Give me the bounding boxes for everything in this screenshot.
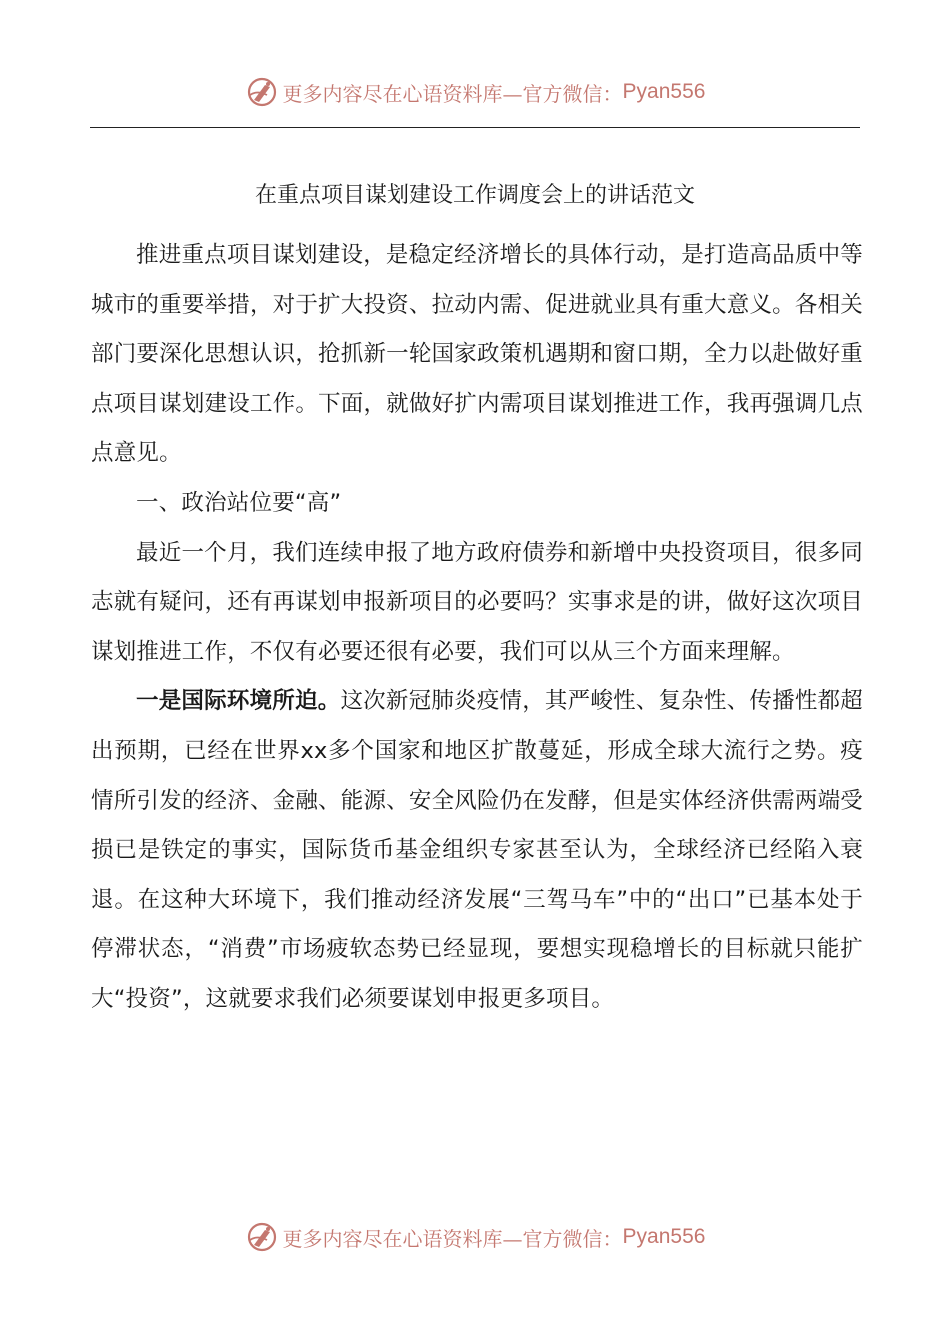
paragraph-lead: 一是国际环境所迫。	[136, 688, 341, 715]
document-body	[91, 231, 863, 1025]
banner-text: 更多内容尽在心语资料库—官方微信：	[282, 81, 623, 106]
banner-wechat-id: Pyan556	[622, 80, 706, 103]
paragraph-international	[91, 677, 863, 1024]
paragraph-text: 这次新冠肺炎疫情，其严峻性、复杂性、传播性都超出预期，已经在世界xx多个国家和地区扩散蔓延，形成全球大流行之势。疫情所引发的经济、金融、能源、安全风险仍在发酵，但是实体经济供需两端受损已是铁定的事实，国际货币基金组织专家甚至认为，全球经济已经陷入衰退。在这种大环境下，我们推动经济发展“三驾马车”中的“出口”已基本处于停滞状态，“消费”市场疲软态势已经显现，要想实现稳增长的目标就只能扩大“投资”，这就要求我们必须要谋划申报更多项目。	[91, 688, 863, 1012]
pen-nib-logo-icon	[245, 75, 279, 109]
paragraph-text: 最近一个月，我们连续申报了地方政府债券和新增中央投资项目，很多同志就有疑问，还有再谋划申报新项目的必要吗？实事求是的讲，做好这次项目谋划推进工作，不仅有必要还很有必要，我们可以从三个方面来理解。	[91, 539, 863, 665]
banner-text: 更多内容尽在心语资料库—官方微信：	[282, 1226, 623, 1251]
document-title: 在重点项目谋划建设工作调度会上的讲话范文	[254, 183, 695, 208]
paragraph-necessity	[91, 529, 863, 678]
banner-wechat-id: Pyan556	[622, 1225, 706, 1248]
section-heading	[91, 479, 863, 529]
paragraph-intro	[91, 231, 863, 479]
header-divider	[90, 127, 860, 128]
section-heading-text: 一、政治站位要“高”	[136, 489, 342, 516]
paragraph-text: 推进重点项目谋划建设，是稳定经济增长的具体行动，是打造高品质中等城市的重要举措，对于扩大投资、拉动内需、促进就业具有重大意义。各相关部门要深化思想认识，抢抓新一轮国家政策机遇期和窗口期，全力以赴做好重点项目谋划建设工作。下面，就做好扩内需项目谋划推进工作，我再强调几点点意见。	[91, 242, 863, 467]
pen-nib-logo-icon	[245, 1220, 279, 1254]
footer-banner	[0, 1215, 950, 1259]
header-banner	[0, 70, 950, 114]
